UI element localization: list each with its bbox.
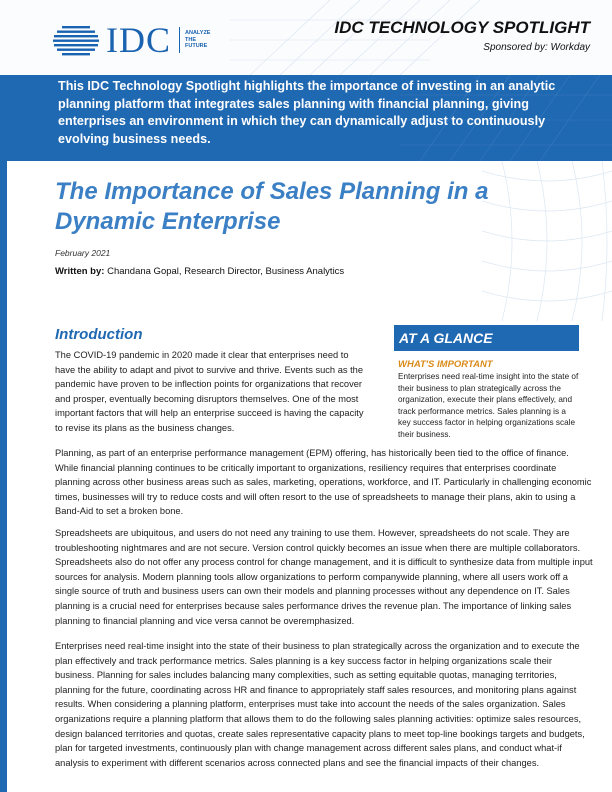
logo-tagline: ANALYZE THE FUTURE: [185, 30, 211, 50]
whats-important-heading: WHAT'S IMPORTANT: [398, 359, 493, 370]
logo-divider: [179, 27, 180, 53]
spotlight-title: IDC TECHNOLOGY SPOTLIGHT: [334, 18, 590, 37]
banner-summary-text: This IDC Technology Spotlight highlights the importance of investing in an analytic planning platform that integrates sales planning with financial planning, giving enterprises an environment in which they can dynamically adjust to continuously evolving business needs.: [58, 79, 556, 146]
document-title: The Importance of Sales Planning in a Dynamic Enterprise: [55, 178, 489, 235]
at-a-glance-box: [394, 325, 579, 448]
author-label: Written by:: [55, 266, 105, 277]
whats-important-text: Enterprises need real-time insight into the state of their business to plan strategically across the organization, execute their plans effectively, and track performance metrics. Sales planning is a key success factor in helping organizations scale their business.: [398, 372, 579, 439]
sponsor-line: Sponsored by: Workday: [483, 42, 590, 53]
at-a-glance-heading: AT A GLANCE: [394, 325, 579, 351]
intro-paragraph-3: Spreadsheets are ubiquitous, and users do not need any training to use them. However, spreadsheets do not scale. They are troubleshooting nightmares and are not secure. Version control quickly becomes an issue when there are multiple collaborators. Spreadsheets also do not offer any process control for change management, and it is difficult to synthesize data from multiple input sources for analysis. Modern planning tools allow organizations to perform companywide planning, where all users work off a single source of truth and business users can own their models and planning processes without any dependence on IT. Sales planning is a crucial need for enterprises because sales performance drives the revenue plan. The importance of linking sales planning to financial planning and vice versa cannot be overemphasized.: [55, 528, 593, 626]
left-accent-bar: [0, 161, 7, 792]
publication-date: February 2021: [55, 248, 111, 258]
intro-paragraph-4: Enterprises need real-time insight into the state of their business to plan strategically across the organization and to execute the plan effectively and track performance metrics. Sales planning is a key success factor in helping organizations scale their business. Planning for sales includes balancing many complexities, such as setting equitable quotas, managing territories, planning for the future, coordinating across HR and finance to appropriately staff sales resources, and monitoring plans against results. When considering a planning platform, enterprises must take into account the needs of the sales organization. Sales organizations require a planning platform that allows them to do the following sales planning activities: optimize sales resources, design balanced territories and quotas, create sales representative capacity plans to meet top-line bookings targets and budgets, plan for targeted investments, continuously plan with change management across different sales plans, and conduct what-if analysis to experiment with different scenarios across connected plans and see the financial impacts of their changes.: [55, 641, 585, 768]
introduction-heading: Introduction: [55, 326, 143, 343]
globe-icon: [52, 24, 100, 56]
summary-banner: [0, 75, 612, 161]
logo-wordmark: IDC: [106, 20, 171, 60]
author-line: [55, 266, 344, 277]
idc-logo: [52, 20, 211, 60]
author-name: Chandana Gopal, Research Director, Business Analytics: [107, 266, 345, 277]
intro-paragraph-1: The COVID-19 pandemic in 2020 made it clear that enterprises need to have the ability to adapt and pivot to survive and thrive. Events such as the pandemic have proven to be inflection points for organizations that recover and prosper, eventually becoming disruptors themselves. One of the most important factors that will help an enterprise succeed is having the capacity to revise its plans as the business changes.: [55, 350, 364, 433]
intro-paragraph-2: Planning, as part of an enterprise performance management (EPM) offering, has historically been tied to the office of finance. While financial planning continues to be critically important to organizations, resiliency requires that enterprises coordinate planning across other business areas such as sales, marketing, operations, workforce, and IT. Particularly in challenging economic times, businesses will try to reduce costs and will often resort to the use of spreadsheets to manage their plans, akin to using a Band-Aid to set a broken bone.: [55, 448, 592, 517]
